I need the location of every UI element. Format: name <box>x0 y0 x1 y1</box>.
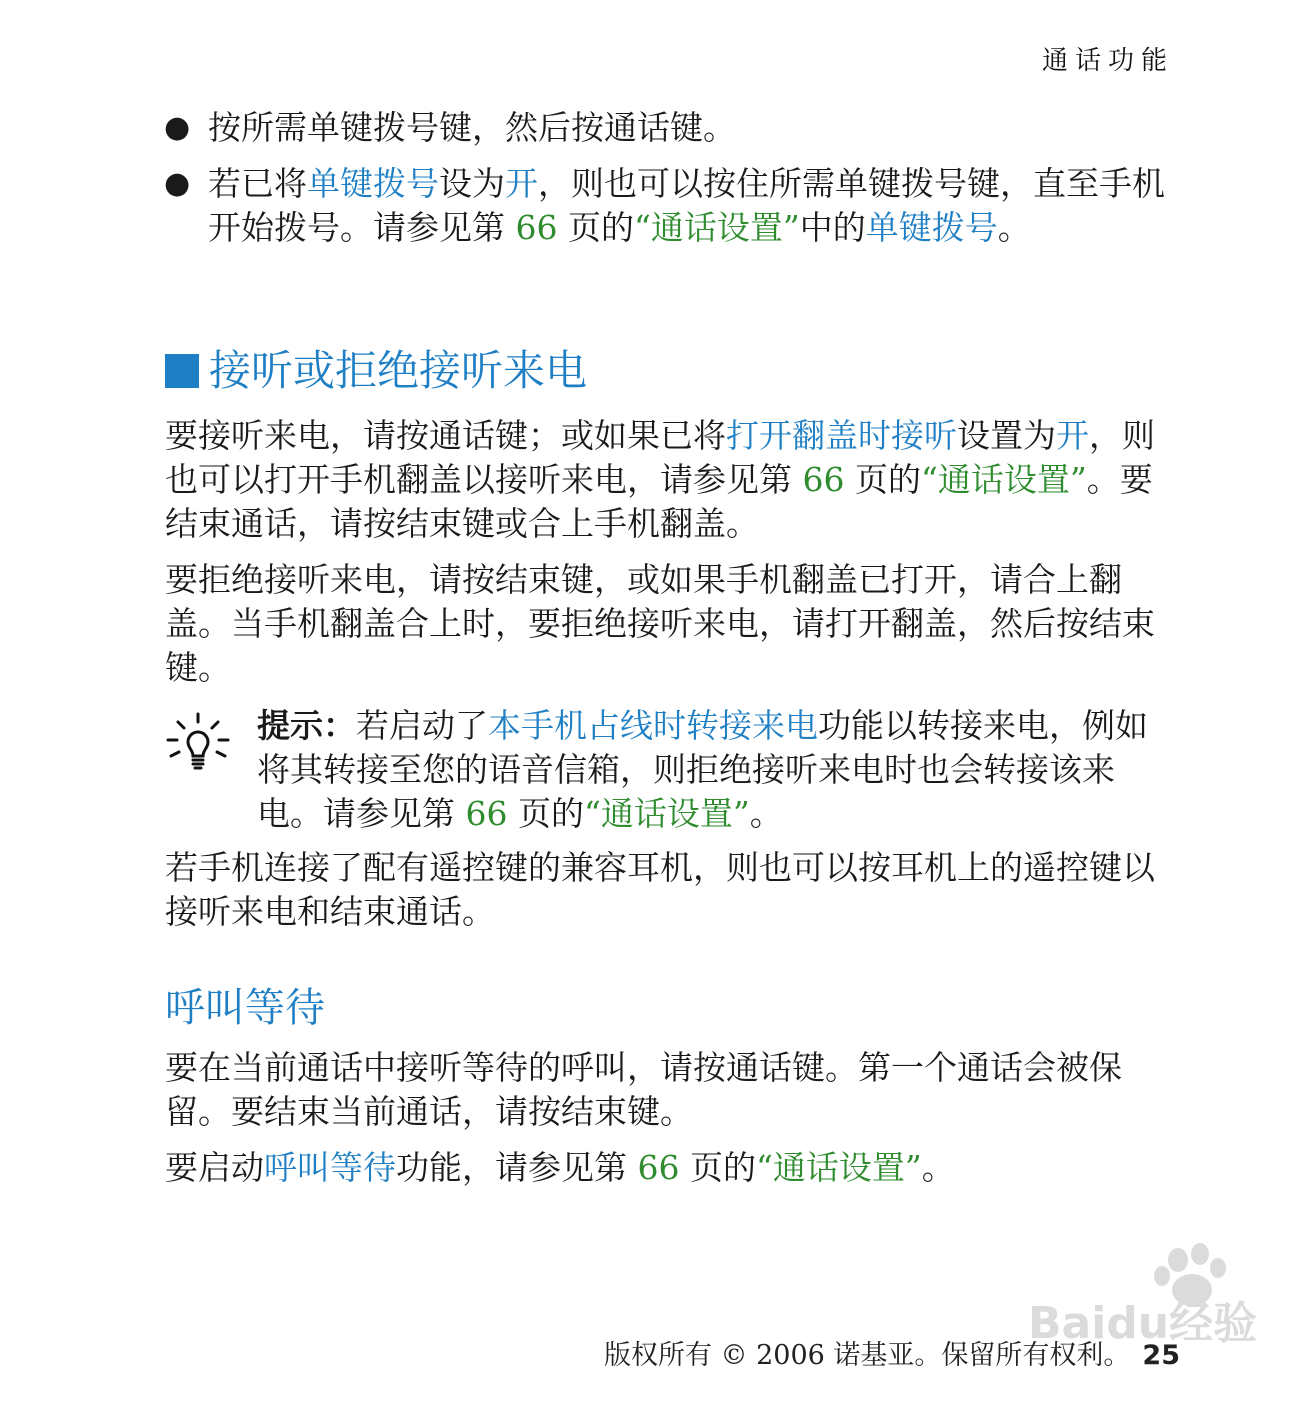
cross-reference-text[interactable]: 66 <box>515 208 558 247</box>
cross-reference-text[interactable]: 66 <box>802 460 845 499</box>
link-text[interactable]: 单键拨号 <box>307 164 439 203</box>
bullet-item-2 <box>164 162 1174 250</box>
paragraph-enable-waiting <box>165 1146 1175 1190</box>
page-number: 25 <box>1142 1340 1180 1371</box>
tip-label: 提示： <box>257 706 356 745</box>
text-segment: 页的 <box>507 794 584 833</box>
text-segment: 。 <box>921 1148 955 1187</box>
bullet-text <box>208 106 1174 150</box>
link-text[interactable]: 开 <box>505 164 538 203</box>
text-segment: 页的 <box>844 460 921 499</box>
text-segment: 若已将 <box>208 164 307 203</box>
bullet-item-1 <box>164 106 1174 150</box>
text-segment: ，则也可以按住所需单键拨号键，直至手机开始拨号。请参见第 <box>208 164 1165 247</box>
text-segment: 设置为 <box>957 416 1056 455</box>
cross-reference-text[interactable]: 66 <box>637 1148 680 1187</box>
text-segment: 要在当前通话中接听等待的呼叫，请按通话键。第一个通话会被保留。要结束当前通话，请按结束键。 <box>165 1048 1122 1131</box>
text-segment: 功能以转接来电，例如将其转接至您的语音信箱，则拒绝接听来电时也会转接该来电。请参见第 <box>257 706 1148 833</box>
text-segment: ，则也可以打开手机翻盖以接听来电，请参见第 <box>165 416 1155 499</box>
heading-square-icon <box>165 354 199 388</box>
text-segment: 若手机连接了配有遥控键的兼容耳机，则也可以按耳机上的遥控键以接听来电和结束通话。 <box>165 848 1155 931</box>
section-heading-text: 接听或拒绝接听来电 <box>209 346 588 395</box>
text-segment: 要启动 <box>165 1148 264 1187</box>
text-segment: 页的 <box>557 208 634 247</box>
text-segment: 要接听来电，请按通话键；或如果已将 <box>165 416 726 455</box>
text-segment: 。 <box>997 208 1031 247</box>
copyright-text: 版权所有 © 2006 诺基亚。保留所有权利。 <box>603 1340 1131 1371</box>
paragraph-headset <box>165 846 1175 934</box>
text-segment: 页的 <box>679 1148 756 1187</box>
text-segment: 。 <box>749 794 783 833</box>
cross-reference-text[interactable]: “通话设置” <box>634 208 800 247</box>
text-segment: 若启动了 <box>356 706 488 745</box>
link-text[interactable]: 本手机占线时转接来电 <box>488 706 818 745</box>
tip-text <box>257 704 1177 836</box>
text-segment: 要拒绝接听来电，请按结束键，或如果手机翻盖已打开，请合上翻盖。当手机翻盖合上时，要拒绝接听来电，请打开翻盖，然后按结束键。 <box>165 560 1155 687</box>
section-heading <box>165 342 587 400</box>
page-footer <box>604 1338 1180 1374</box>
subsection-heading: 呼叫等待 <box>165 985 325 1031</box>
link-text[interactable]: 单键拨号 <box>865 208 998 247</box>
watermark-logo <box>1028 1230 1258 1350</box>
paragraph-answer <box>165 414 1175 546</box>
cross-reference-text[interactable]: “通话设置” <box>756 1148 922 1187</box>
svg-text:Baidu经验: Baidu经验 <box>1028 1298 1258 1349</box>
bullet-dot: ● <box>164 110 191 145</box>
link-text[interactable]: 呼叫等待 <box>264 1148 396 1187</box>
lightbulb-icon <box>166 712 230 776</box>
link-text[interactable]: 打开翻盖时接听 <box>726 416 957 455</box>
text-segment: 功能，请参见第 <box>396 1148 638 1187</box>
cross-reference-text[interactable]: “通话设置” <box>921 460 1087 499</box>
cross-reference-text[interactable]: 66 <box>465 794 508 833</box>
bullet-text <box>208 162 1174 250</box>
text-segment: 中的 <box>799 208 866 247</box>
text-segment: 。要结束通话，请按结束键或合上手机翻盖。 <box>165 460 1153 543</box>
link-text[interactable]: 开 <box>1056 416 1089 455</box>
bullet-dot: ● <box>164 166 191 201</box>
text-segment: 按所需单键拨号键，然后按通话键。 <box>208 108 736 147</box>
text-segment: 设为 <box>439 164 505 203</box>
paragraph-reject <box>165 558 1175 690</box>
paragraph-call-waiting <box>165 1046 1175 1134</box>
running-header: 通话功能 <box>1041 46 1174 76</box>
cross-reference-text[interactable]: “通话设置” <box>584 794 750 833</box>
